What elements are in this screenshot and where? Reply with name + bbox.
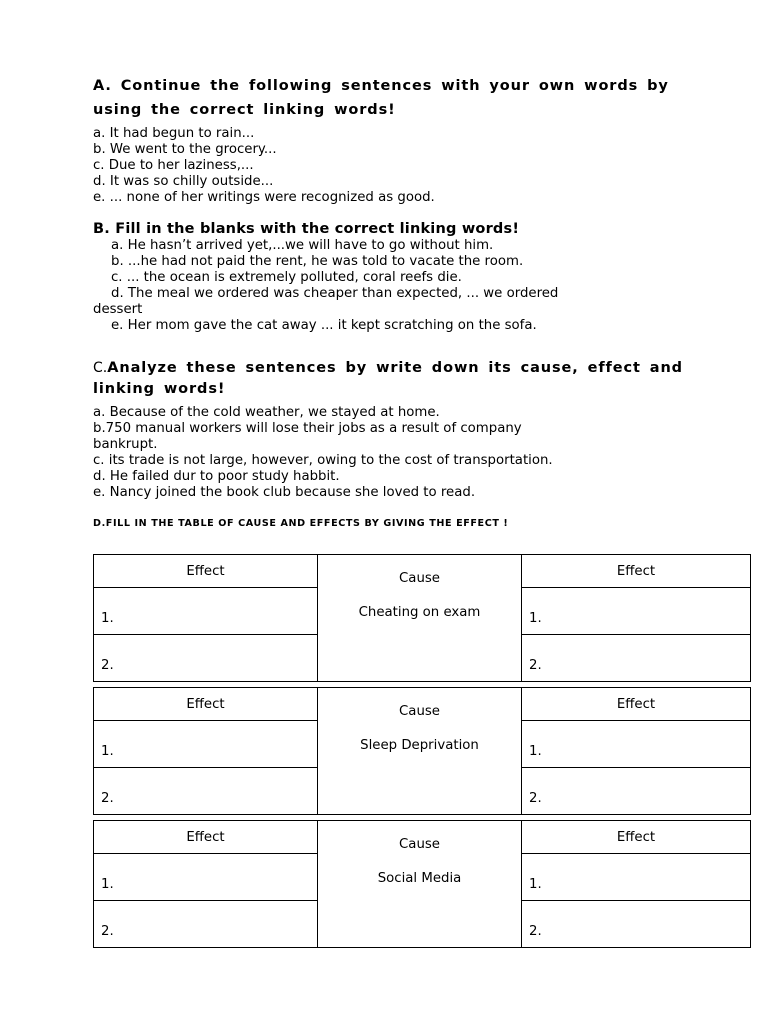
table-3-right-row-2[interactable]: 2. [522,901,751,948]
section-a-item-a: a. It had begun to rain... [93,126,255,141]
table-1-cause-cell [318,555,522,682]
table-1-right-row-2[interactable]: 2. [522,635,751,682]
table-1-cause-header: Cause [399,571,440,586]
section-b-item-a: a. He hasn’t arrived yet,...we will have to go without him. [111,238,494,253]
table-3-left-row-2[interactable]: 2. [94,901,318,948]
section-c-heading-line2: linking words! [93,381,226,397]
table-2-right-row-1[interactable]: 1. [522,721,751,768]
table-2-cause-header: Cause [399,704,440,719]
section-c-item-d: d. He failed dur to poor study habbit. [93,469,340,484]
table-3-cause: Social Media [377,871,462,886]
section-c-item-e: e. Nancy joined the book club because she loved to read. [93,485,476,500]
table-1-cause: Cheating on exam [358,605,481,620]
section-b-item-e: e. Her mom gave the cat away ... it kept scratching on the sofa. [111,318,537,333]
section-b-item-d-cont: dessert [93,302,143,317]
table-2-left-header: Effect [94,688,318,721]
table-1-left-header: Effect [94,555,318,588]
section-b-item-c: c. ... the ocean is extremely polluted, coral reefs die. [111,270,462,285]
section-b-item-d: d. The meal we ordered was cheaper than expected, ... we ordered [111,286,559,301]
table-3-cause-header: Cause [399,837,440,852]
section-b-item-b: b. ...he had not paid the rent, he was told to vacate the room. [111,254,524,269]
table-3-cause-cell [318,821,522,948]
section-b-heading: B. Fill in the blanks with the correct linking words! [93,221,520,237]
section-a-heading-line1: A. Continue the following sentences with your own words by [93,78,669,94]
section-a-item-e: e. ... none of her writings were recognized as good. [93,190,435,205]
section-c-item-c: c. its trade is not large, however, owing to the cost of transportation. [93,453,553,468]
table-3-left-header: Effect [94,821,318,854]
section-c-prefix: C. [93,360,108,376]
section-a-item-b: b. We went to the grocery... [93,142,277,157]
table-1-left-row-1[interactable]: 1. [94,588,318,635]
section-c-item-b-cont: bankrupt. [93,437,158,452]
table-1-left-row-2[interactable]: 2. [94,635,318,682]
table-1-right-header: Effect [522,555,751,588]
cause-effect-table-3 [93,820,751,948]
table-2-cause-cell [318,688,522,815]
section-c-heading-line1 [93,357,683,376]
table-2-left-row-1[interactable]: 1. [94,721,318,768]
table-3-right-header: Effect [522,821,751,854]
table-3-right-row-1[interactable]: 1. [522,854,751,901]
table-3-left-row-1[interactable]: 1. [94,854,318,901]
section-a-heading-line2: using the correct linking words! [93,102,396,118]
table-2-left-row-2[interactable]: 2. [94,768,318,815]
section-a-item-d: d. It was so chilly outside... [93,174,274,189]
section-d-heading: D.FILL IN THE TABLE OF CAUSE AND EFFECTS BY GIVING THE EFFECT ! [93,518,509,529]
section-c-heading-text: Analyze these sentences by write down its cause, effect and [107,360,683,376]
section-a-item-c: c. Due to her laziness,... [93,158,254,173]
cause-effect-table-2 [93,687,751,815]
table-2-cause: Sleep Deprivation [360,738,479,753]
table-1-right-row-1[interactable]: 1. [522,588,751,635]
table-2-right-row-2[interactable]: 2. [522,768,751,815]
section-c-item-b: b.750 manual workers will lose their jobs as a result of company [93,421,522,436]
table-2-right-header: Effect [522,688,751,721]
cause-effect-table-1 [93,554,751,682]
section-c-item-a: a. Because of the cold weather, we stayed at home. [93,405,440,420]
